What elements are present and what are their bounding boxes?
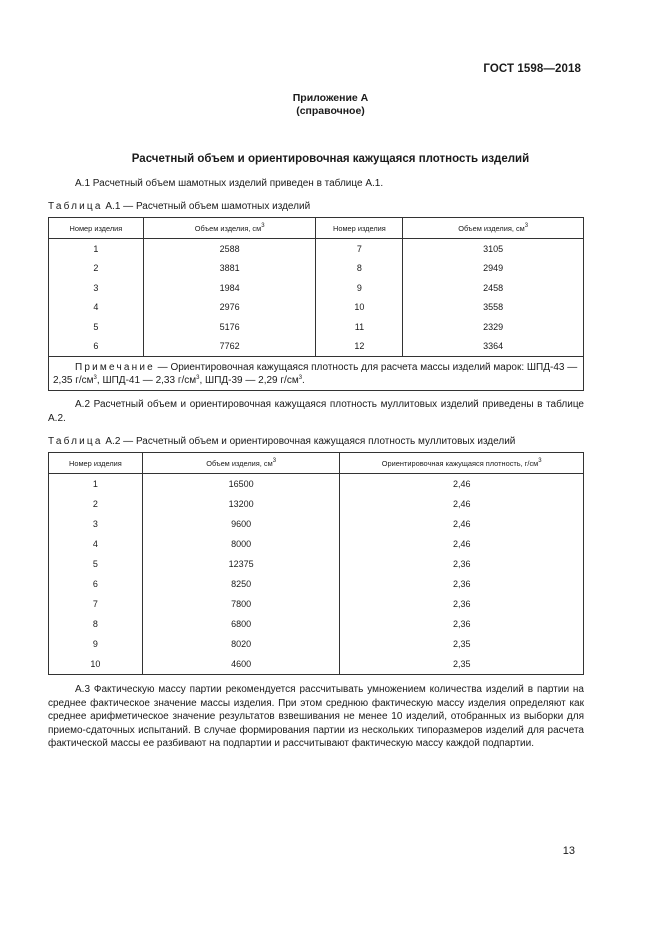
table-a2-cell: 9 (49, 634, 143, 654)
table-a2-cell: 6800 (142, 614, 340, 634)
table-a1-cell: 3105 (403, 239, 584, 259)
annex-title: Приложение А (292, 92, 369, 104)
table-a2-cell: 2,35 (340, 654, 584, 675)
table-a2-cell: 10 (49, 654, 143, 675)
annex-subtitle: (справочное) (296, 105, 365, 117)
section-title: Расчетный объем и ориентировочная кажущаяся плотность изделий (131, 153, 530, 165)
table-a2-cell: 1 (49, 474, 143, 495)
table-a1-header-row (49, 218, 584, 239)
table-a2-cell: 16500 (142, 474, 340, 495)
table-a2 (48, 452, 584, 675)
table-a1-cell: 7 (316, 239, 403, 259)
table-a2-cell: 2 (49, 494, 143, 514)
table-a1-row (49, 278, 584, 298)
table-a1-row (49, 337, 584, 357)
table-a2-row (49, 574, 584, 594)
table-a1-cell: 3881 (143, 259, 316, 279)
table-a2-cell: 3 (49, 514, 143, 534)
table-a2-header-cell: Объем изделия, $см^3$ (142, 453, 340, 474)
table-a1-cell: 12 (316, 337, 403, 357)
table-a2-cell: 7 (49, 594, 143, 614)
table-a1-cell: 6 (49, 337, 144, 357)
table-a1-note: Примечание — Ориентировочная кажущаяся плотность для расчета массы изделий марок: ШПД-43 — 2,35 $г/см^3$, ШПД-41 — 2,33 $г/см^3$, ШПД-39 — 2,29 $г/см^3$. (49, 357, 584, 391)
table-a2-cell: 4600 (142, 654, 340, 675)
table-a2-header-cell: Ориентировочная кажущаяся плотность, $г/см^3$ (340, 453, 584, 474)
paragraph-a1: А.1 Расчетный объем шамотных изделий приведен в таблице А.1. (75, 178, 384, 189)
table-a1-cell: 2 (49, 259, 144, 279)
table-a1-caption (48, 201, 310, 212)
table-a1-caption-text: А.1 — Расчетный объем шамотных изделий (102, 201, 311, 212)
table-a2-cell: 2,36 (340, 554, 584, 574)
table-a2-row (49, 654, 584, 675)
table-a2-cell: 8250 (142, 574, 340, 594)
table-a1-cell: 2588 (143, 239, 316, 259)
table-a2-cell: 2,36 (340, 574, 584, 594)
table-a2-row (49, 514, 584, 534)
table-a2-cell: 8000 (142, 534, 340, 554)
table-a2-row (49, 614, 584, 634)
table-a1-row (49, 317, 584, 337)
table-a1-header-cell: Объем изделия, $см^3$ (143, 218, 316, 239)
table-a2-cell: 13200 (142, 494, 340, 514)
table-a2-cell: 9600 (142, 514, 340, 534)
table-a1-cell: 2976 (143, 298, 316, 318)
table-a1-cell: 3 (49, 278, 144, 298)
table-a2-caption (48, 436, 515, 447)
table-a2-cell: 2,46 (340, 474, 584, 495)
table-a2-cell: 8 (49, 614, 143, 634)
table-a1-row (49, 259, 584, 279)
table-a2-cell: 2,46 (340, 494, 584, 514)
table-a2-cell: 2,36 (340, 594, 584, 614)
table-a2-cell: 4 (49, 534, 143, 554)
table-a2-cell: 8020 (142, 634, 340, 654)
table-a1-cell: 5176 (143, 317, 316, 337)
table-a1-cell: 2329 (403, 317, 584, 337)
table-a2-row (49, 474, 584, 495)
table-a2-cell: 2,35 (340, 634, 584, 654)
table-a2-row (49, 494, 584, 514)
table-a1-header-cell: Номер изделия (316, 218, 403, 239)
table-a1-cell: 3364 (403, 337, 584, 357)
table-a2-cell: 7800 (142, 594, 340, 614)
paragraph-a3: А.3 Фактическую массу партии рекомендуется рассчитывать умножением количества изделий в партии на среднее фактическое значение массы изделия. При этом среднюю фактическую массу изделия определяют как среднее арифметическое значение результатов взвешивания не менее 10 изделий, отобранных из выборки для приемо-сдаточных испытаний. В случае формирования партии из нескольких типоразмеров изделий для расчета фактической массы ее разбивают на подпартии и рассчитывают фактическую массу каждой подпартии. (48, 684, 584, 749)
table-a2-row (49, 534, 584, 554)
table-a2-cell: 2,36 (340, 614, 584, 634)
table-a1-row (49, 298, 584, 318)
table-a2-header-cell: Номер изделия (49, 453, 143, 474)
table-a2-cell: 12375 (142, 554, 340, 574)
table-a1-cell: 3558 (403, 298, 584, 318)
paragraph-a2: А.2 Расчетный объем и ориентировочная кажущаяся плотность муллитовых изделий приведены в таблице А.2. (48, 399, 584, 424)
standard-number: ГОСТ 1598—2018 (483, 63, 581, 75)
table-a2-cell: 5 (49, 554, 143, 574)
table-a1 (48, 217, 584, 391)
table-a2-row (49, 594, 584, 614)
table-a1-cell: 4 (49, 298, 144, 318)
table-a2-caption-word: Таблица (48, 436, 103, 447)
table-a1-cell: 5 (49, 317, 144, 337)
table-a2-row (49, 634, 584, 654)
table-a1-row (49, 239, 584, 259)
table-a2-row (49, 554, 584, 574)
table-a1-cell: 8 (316, 259, 403, 279)
table-a1-cell: 2458 (403, 278, 584, 298)
table-a2-cell: 6 (49, 574, 143, 594)
table-a2-header-row (49, 453, 584, 474)
annex-heading (0, 92, 661, 118)
table-a1-note-row (49, 357, 584, 391)
table-a2-cell: 2,46 (340, 514, 584, 534)
table-a1-cell: 1 (49, 239, 144, 259)
table-a1-caption-word: Таблица (48, 201, 103, 212)
table-a2-cell: 2,46 (340, 534, 584, 554)
table-a1-header-cell: Объем изделия, $см^3$ (403, 218, 584, 239)
table-a2-caption-text: А.2 — Расчетный объем и ориентировочная кажущаяся плотность муллитовых изделий (102, 436, 516, 447)
table-a1-cell: 1984 (143, 278, 316, 298)
table-a1-header-cell: Номер изделия (49, 218, 144, 239)
table-a1-cell: 7762 (143, 337, 316, 357)
table-a1-cell: 9 (316, 278, 403, 298)
page-number: 13 (562, 845, 575, 857)
table-a1-cell: 11 (316, 317, 403, 337)
table-a1-cell: 2949 (403, 259, 584, 279)
table-a1-cell: 10 (316, 298, 403, 318)
